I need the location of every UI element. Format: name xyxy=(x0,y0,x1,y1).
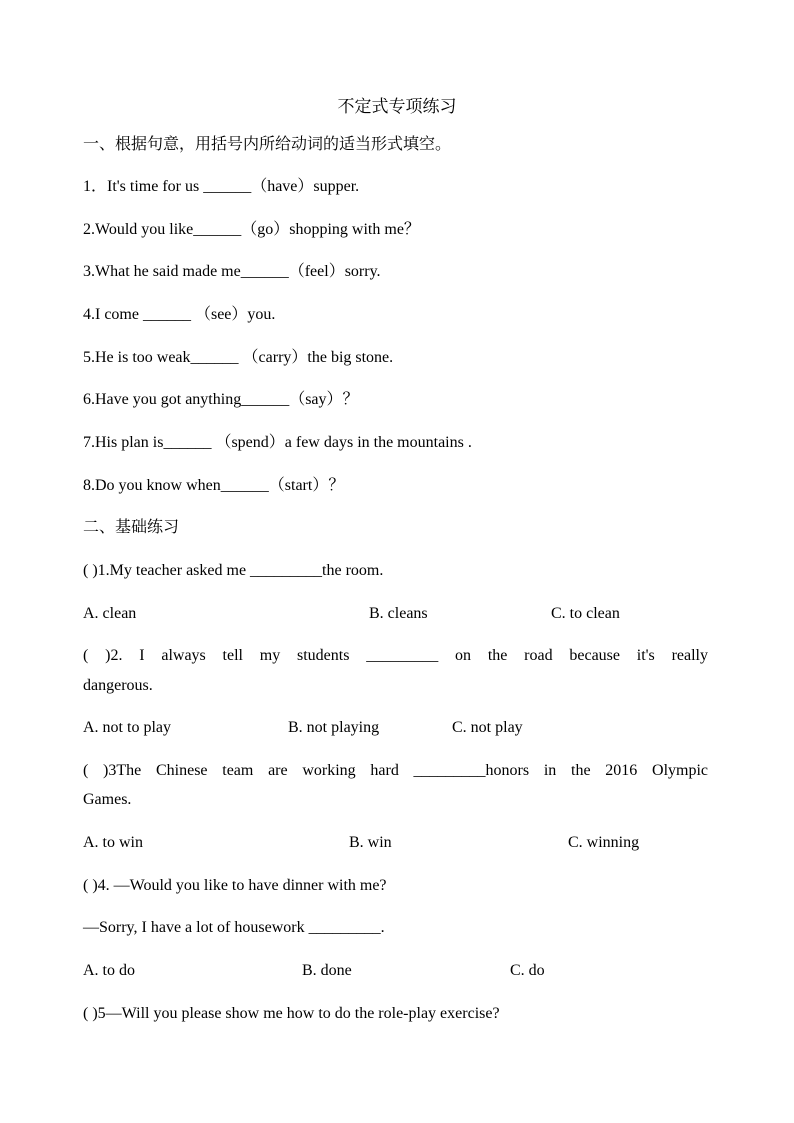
fill-item-1: 1．It's time for us ______（have）supper. xyxy=(83,178,360,195)
question-3-option-a: A. to win xyxy=(83,834,143,851)
section2-heading: 二、基础练习 xyxy=(83,517,180,536)
question-2-option-a: A. not to play xyxy=(83,719,171,736)
page-title: 不定式专项练习 xyxy=(337,97,457,117)
question-3-stem-continued: Games. xyxy=(83,791,132,808)
question-1-option-b: B. cleans xyxy=(369,605,428,622)
question-1-option-c: C. to clean xyxy=(551,605,620,622)
section1-heading: 一、根据句意，用括号内所给动词的适当形式填空。 xyxy=(83,134,452,153)
question-2-option-c: C. not play xyxy=(452,719,523,736)
fill-item-7: 7.His plan is______ （spend）a few days in the mountains . xyxy=(83,434,472,451)
question-2-stem-continued: dangerous. xyxy=(83,677,153,694)
question-3-stem: ( )3The Chinese team are working hard _________honors in the 2016 Olympic xyxy=(83,762,708,779)
question-4-stem: ( )4. —Would you like to have dinner with me? xyxy=(83,877,387,894)
question-4-option-c: C. do xyxy=(510,962,545,979)
question-1-option-a: A. clean xyxy=(83,605,137,622)
question-5-stem: ( )5—Will you please show me how to do the role-play exercise? xyxy=(83,1005,500,1022)
fill-item-3: 3.What he said made me______（feel）sorry. xyxy=(83,263,381,280)
fill-item-8: 8.Do you know when______（start）？ xyxy=(83,477,345,494)
question-4-response: —Sorry, I have a lot of housework _________. xyxy=(83,919,385,936)
fill-item-6: 6.Have you got anything______（say）？ xyxy=(83,391,359,408)
question-1-stem: ( )1.My teacher asked me _________the room. xyxy=(83,562,384,579)
question-2-stem: ( )2. I always tell my students _________ on the road because it's really xyxy=(83,647,708,664)
question-2-option-b: B. not playing xyxy=(288,719,380,736)
question-4-option-a: A. to do xyxy=(83,962,135,979)
fill-item-5: 5.He is too weak______ （carry）the big stone. xyxy=(83,349,394,366)
fill-item-4: 4.I come ______ （see）you. xyxy=(83,306,276,323)
question-3-option-c: C. winning xyxy=(568,834,640,851)
question-3-option-b: B. win xyxy=(349,834,392,851)
fill-item-2: 2.Would you like______（go）shopping with me？ xyxy=(83,221,420,238)
question-4-option-b: B. done xyxy=(302,962,352,979)
